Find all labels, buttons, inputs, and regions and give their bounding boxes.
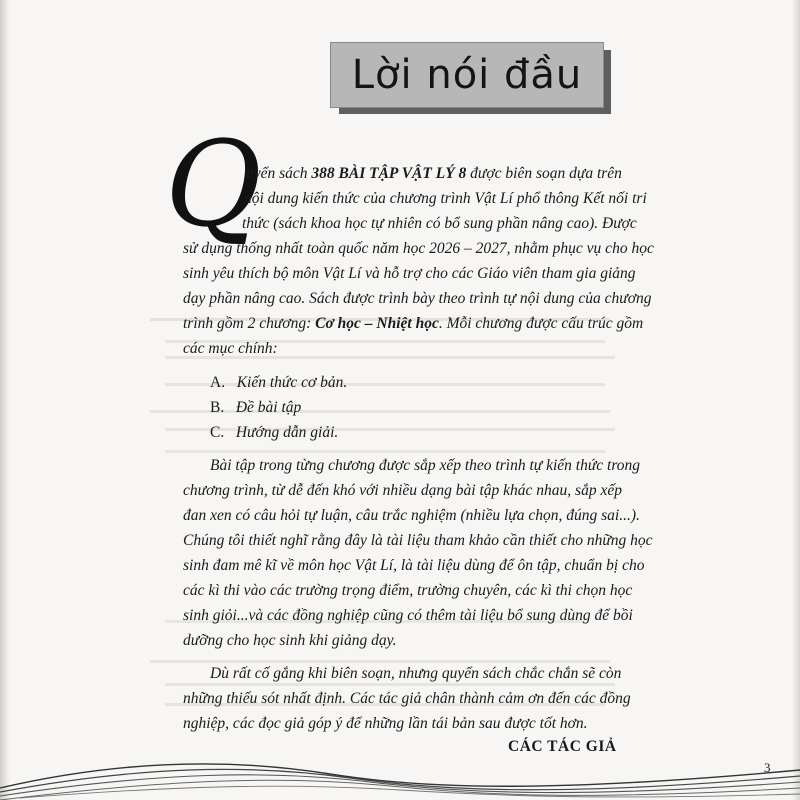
text-run: trình gồm 2 chương: — [183, 315, 316, 332]
list-letter: C. — [210, 424, 225, 441]
paragraph1-line6: dạy phần nâng cao. Sách được trình bày theo trình tự nội dung của chương — [183, 290, 652, 307]
paragraph1-line2: nội dung kiến thức của chương trình Vật Lí phổ thông Kết nối tri — [244, 190, 647, 207]
list-text: Hướng dẫn giải. — [235, 424, 339, 441]
list-letter: B. — [210, 399, 225, 416]
decorative-wave-lines — [0, 740, 800, 800]
paragraph1-line3: thức (sách khoa học tự nhiên có bổ sung phần nâng cao). Được — [242, 215, 637, 232]
list-item — [210, 373, 347, 393]
paragraph2-line6: các kì thi vào các trường trọng điểm, trường chuyên, các kì thi chọn học — [183, 582, 633, 599]
paragraph3-line2: những thiếu sót nhất định. Các tác giả chân thành cảm ơn đến các đồng — [183, 690, 631, 707]
list-text: Kiến thức cơ bản. — [236, 374, 348, 391]
list-item — [210, 423, 338, 443]
chapters-bold: Cơ học – Nhiệt học — [315, 315, 439, 332]
paragraph1-line4: sử dụng thống nhất toàn quốc năm học 2026 – 2027, nhằm phục vụ cho học — [183, 240, 654, 257]
text-run: uyển sách — [246, 165, 312, 182]
page-edge-left — [0, 0, 10, 800]
drop-cap: Q — [165, 115, 262, 253]
paragraph2-line2: chương trình, từ dễ đến khó với nhiều dạng bài tập khác nhau, sắp xếp — [183, 482, 622, 499]
paragraph1-line7 — [183, 314, 643, 334]
paragraph2-line4: Chúng tôi thiết nghĩ rằng đây là tài liệu tham khảo cần thiết cho những học — [183, 532, 653, 549]
paragraph1-line8: các mục chính: — [183, 340, 278, 357]
book-title-bold: 388 BÀI TẬP VẬT LÝ 8 — [311, 165, 467, 182]
text-run: . Mỗi chương được cấu trúc gồm — [438, 315, 644, 332]
paragraph1-line1 — [246, 164, 622, 184]
author-signature: CÁC TÁC GIẢ — [508, 738, 617, 755]
list-text: Đề bài tập — [235, 399, 302, 416]
paragraph3-line1: Dù rất cố gắng khi biên soạn, nhưng quyển sách chắc chắn sẽ còn — [210, 665, 622, 682]
paragraph2-line8: dưỡng cho học sinh khi giảng dạy. — [183, 632, 397, 649]
page-number: 3 — [764, 760, 771, 775]
paragraph1-line5: sinh yêu thích bộ môn Vật Lí và hỗ trợ cho các Giáo viên tham gia giảng — [183, 265, 636, 282]
paragraph2-line3: đan xen có câu hỏi tự luận, câu trắc nghiệm (nhiều lựa chọn, đúng sai...). — [183, 507, 640, 524]
title-box — [330, 42, 604, 108]
paragraph2-line5: sinh đam mê kĩ về môn học Vật Lí, là tài liệu dùng để ôn tập, chuẩn bị cho — [183, 557, 645, 574]
text-run: được biên soạn dựa trên — [466, 165, 622, 182]
list-letter: A. — [210, 374, 226, 391]
page-title: Lời nói đầu — [351, 52, 583, 98]
list-item — [210, 398, 301, 418]
page-edge-right — [792, 0, 800, 800]
paragraph2-line1: Bài tập trong từng chương được sắp xếp theo trình tự kiến thức trong — [210, 457, 641, 474]
paragraph2-line7: sinh giỏi...và các đồng nghiệp cũng có thêm tài liệu bổ sung dùng để bồi — [183, 607, 633, 624]
paragraph3-line3: nghiệp, các đọc giả góp ý để những lần tái bản sau được tốt hơn. — [183, 715, 588, 732]
